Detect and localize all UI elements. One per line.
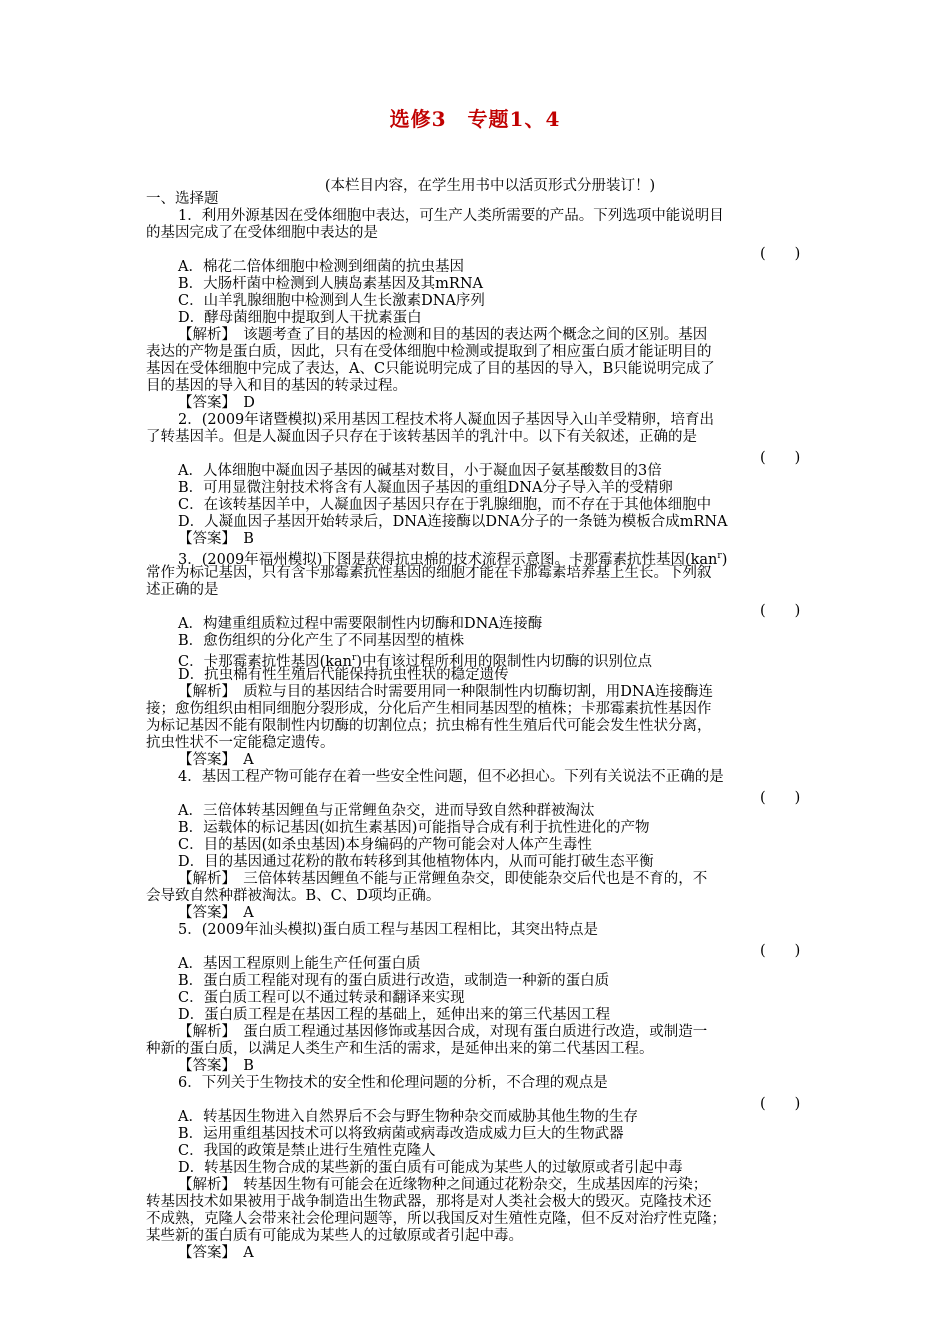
q4-explanation: 【解析】 三倍体转基因鲤鱼不能与正常鲤鱼杂交，即使能杂交后代也是不育的，不 xyxy=(178,871,708,887)
q5-option-c: C．蛋白质工程可以不通过转录和翻译来实现 xyxy=(178,990,465,1006)
q2-option-a: A．人体细胞中凝血因子基因的碱基对数目，小于凝血因子氨基酸数目的3倍 xyxy=(178,463,662,479)
q6-option-b: B．运用重组基因技术可以将致病菌或病毒改造成威力巨大的生物武器 xyxy=(178,1126,624,1142)
binding-note: (本栏目内容，在学生用书中以活页形式分册装订！) xyxy=(324,178,656,194)
q6-explanation: 【解析】 转基因生物有可能会在近缘物种之间通过花粉杂交，生成基因库的污染； xyxy=(178,1177,708,1193)
page-title: 选修3 专题1、4 xyxy=(389,107,561,131)
q2-stem-line: 了转基因羊。但是人凝血因子只存在于该转基因羊的乳汁中。以下有关叙述，正确的是 xyxy=(146,429,697,445)
q5-explanation: 种新的蛋白质，以满足人类生产和生活的需求，是延伸出来的第二代基因工程。 xyxy=(146,1041,654,1057)
q1-stem-line: 1．利用外源基因在受体细胞中表达，可生产人类所需要的产品。下列选项中能说明目 xyxy=(178,208,724,224)
q3-answer: 【答案】 A xyxy=(178,752,254,768)
answer-blank: ( ) xyxy=(760,790,801,806)
q3-option-c: C．卡那霉素抗性基因(kan$^r$)中有该过程所利用的限制性内切酶的识别位点 xyxy=(178,653,652,670)
q3-explanation: 抗虫性状不一定能稳定遗传。 xyxy=(146,735,335,751)
q5-explanation: 【解析】 蛋白质工程通过基因修饰或基因合成，对现有蛋白质进行改造，或制造一 xyxy=(178,1024,708,1040)
q5-option-a: A．基因工程原则上能生产任何蛋白质 xyxy=(178,956,421,972)
q3-option-a: A．构建重组质粒过程中需要限制性内切酶和DNA连接酶 xyxy=(178,616,543,632)
q1-explanation: 基因在受体细胞中完成了表达，A、C只能说明完成了目的基因的导入，B只能说明完成了 xyxy=(146,361,715,377)
q2-stem-line: 2．(2009年诸暨模拟)采用基因工程技术将人凝血因子基因导入山羊受精卵，培育出 xyxy=(178,412,714,428)
q3-stem-line: 常作为标记基因，只有含卡那霉素抗性基因的细胞才能在卡那霉素培养基上生长。下列叙 xyxy=(146,565,712,581)
q2-option-d: D．人凝血因子基因开始转录后，DNA连接酶以DNA分子的一条链为模板合成mRNA xyxy=(178,514,728,530)
q3-explanation: 接；愈伤组织由相同细胞分裂形成，分化后产生相同基因型的植株；卡那霉素抗性基因作 xyxy=(146,701,712,717)
q1-answer: 【答案】 D xyxy=(178,395,255,411)
q6-stem-line: 6．下列关于生物技术的安全性和伦理问题的分析，不合理的观点是 xyxy=(178,1075,608,1091)
q1-explanation: 【解析】 该题考查了目的基因的检测和目的基因的表达两个概念之间的区别。基因 xyxy=(178,327,708,343)
q1-option-c: C．山羊乳腺细胞中检测到人生长激素DNA序列 xyxy=(178,293,485,309)
q1-option-a: A．棉花二倍体细胞中检测到细菌的抗虫基因 xyxy=(178,259,464,275)
q4-explanation: 会导致自然种群被淘汰。B、C、D项均正确。 xyxy=(146,888,441,904)
q6-option-a: A．转基因生物进入自然界后不会与野生物种杂交而威胁其他生物的生存 xyxy=(178,1109,638,1125)
q6-explanation: 某些新的蛋白质有可能成为某些人的过敏原或者引起中毒。 xyxy=(146,1228,523,1244)
q4-stem-line: 4．基因工程产物可能存在着一些安全性问题，但不必担心。下列有关说法不正确的是 xyxy=(178,769,724,785)
q4-option-b: B．运载体的标记基因(如抗生素基因)可能指导合成有利于抗性进化的产物 xyxy=(178,820,650,836)
q3-option-b: B．愈伤组织的分化产生了不同基因型的植株 xyxy=(178,633,465,649)
answer-blank: ( ) xyxy=(760,943,801,959)
answer-blank: ( ) xyxy=(760,603,801,619)
q4-option-d: D．目的基因通过花粉的散布转移到其他植物体内，从而可能打破生态平衡 xyxy=(178,854,654,870)
q5-answer: 【答案】 B xyxy=(178,1058,254,1074)
q3-stem-line: 述正确的是 xyxy=(146,582,219,598)
q6-explanation: 转基因技术如果被用于战争制造出生物武器，那将是对人类社会极大的毁灭。克隆技术还 xyxy=(146,1194,712,1210)
q6-option-d: D．转基因生物合成的某些新的蛋白质有可能成为某些人的过敏原或者引起中毒 xyxy=(178,1160,683,1176)
q2-option-b: B．可用显微注射技术将含有人凝血因子基因的重组DNA分子导入羊的受精卵 xyxy=(178,480,673,496)
q5-option-b: B．蛋白质工程能对现有的蛋白质进行改造，或制造一种新的蛋白质 xyxy=(178,973,610,989)
q2-option-c: C．在该转基因羊中，人凝血因子基因只存在于乳腺细胞，而不存在于其他体细胞中 xyxy=(178,497,712,513)
q1-explanation: 目的基因的导入和目的基因的转录过程。 xyxy=(146,378,407,394)
q4-option-c: C．目的基因(如杀虫基因)本身编码的产物可能会对人体产生毒性 xyxy=(178,837,592,853)
q1-option-b: B．大肠杆菌中检测到人胰岛素基因及其mRNA xyxy=(178,276,483,292)
answer-blank: ( ) xyxy=(760,246,801,262)
q2-answer: 【答案】 B xyxy=(178,531,254,547)
q3-explanation: 【解析】 质粒与目的基因结合时需要用同一种限制性内切酶切割，用DNA连接酶连 xyxy=(178,684,714,700)
q3-stem-line: 3．(2009年福州模拟)下图是获得抗虫棉的技术流程示意图。卡那霉素抗性基因(kan$^r$) xyxy=(178,551,728,568)
q6-explanation: 不成熟，克隆人会带来社会伦理问题等，所以我国反对生殖性克隆，但不反对治疗性克隆； xyxy=(146,1211,726,1227)
q3-explanation: 为标记基因不能有限制性内切酶的切割位点；抗虫棉有性生殖后代可能会发生性状分离， xyxy=(146,718,712,734)
answer-blank: ( ) xyxy=(760,1096,801,1112)
q5-stem-line: 5．(2009年汕头模拟)蛋白质工程与基因工程相比，其突出特点是 xyxy=(178,922,598,938)
q4-option-a: A．三倍体转基因鲤鱼与正常鲤鱼杂交，进而导致自然种群被淘汰 xyxy=(178,803,595,819)
q3-option-d: D．抗虫棉有性生殖后代能保持抗虫性状的稳定遗传 xyxy=(178,667,509,683)
section-heading: 一、选择题 xyxy=(146,191,219,207)
q6-option-c: C．我国的政策是禁止进行生殖性克隆人 xyxy=(178,1143,436,1159)
q1-stem-line: 的基因完成了在受体细胞中表达的是 xyxy=(146,225,378,241)
q1-explanation: 表达的产物是蛋白质，因此，只有在受体细胞中检测或提取到了相应蛋白质才能证明目的 xyxy=(146,344,712,360)
q1-option-d: D．酵母菌细胞中提取到人干扰素蛋白 xyxy=(178,310,422,326)
answer-blank: ( ) xyxy=(760,450,801,466)
q6-answer: 【答案】 A xyxy=(178,1245,254,1261)
q4-answer: 【答案】 A xyxy=(178,905,254,921)
q5-option-d: D．蛋白质工程是在基因工程的基础上，延伸出来的第三代基因工程 xyxy=(178,1007,611,1023)
